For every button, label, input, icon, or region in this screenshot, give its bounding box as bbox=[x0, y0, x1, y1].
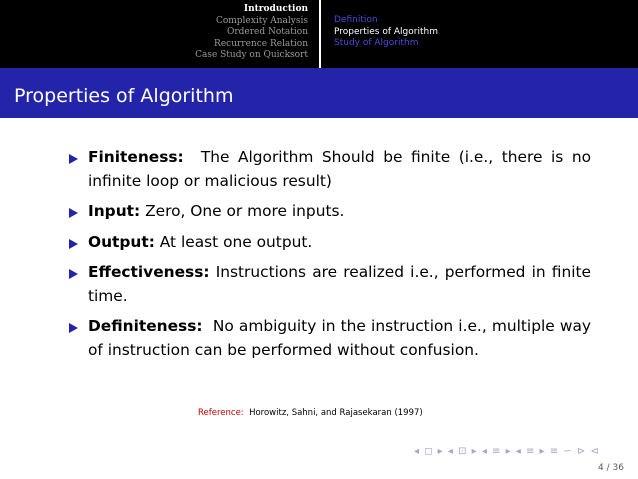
list-item bbox=[66, 200, 591, 224]
list-item bbox=[66, 146, 591, 193]
triangle-bullet-icon bbox=[69, 323, 78, 333]
reference-note bbox=[198, 408, 423, 418]
section-navigation bbox=[0, 4, 308, 62]
item-term: Input: bbox=[88, 202, 141, 220]
list-item bbox=[66, 261, 591, 308]
item-term: Effectiveness: bbox=[88, 263, 210, 281]
triangle-bullet-icon bbox=[69, 269, 78, 279]
item-term: Output: bbox=[88, 232, 155, 251]
list-item bbox=[66, 315, 591, 362]
beamer-navigation-symbols[interactable]: ◂ ◻ ▸ ◂ ⊡ ▸ ◂ ≡ ▸ ◂ ≡ ▸ ≡ ∽ ⊳ ⊲ bbox=[414, 446, 600, 457]
triangle-bullet-icon bbox=[69, 239, 78, 249]
triangle-bullet-icon bbox=[69, 208, 78, 218]
reference-text: Horowitz, Sahni, and Rajasekaran (1997) bbox=[249, 408, 423, 418]
triangle-bullet-icon bbox=[69, 154, 78, 164]
nav-section-ordered-notation[interactable]: Ordered Notation bbox=[226, 27, 308, 38]
nav-section-recurrence-relation[interactable]: Recurrence Relation bbox=[214, 38, 308, 49]
page-number: 4 / 36 bbox=[598, 463, 624, 473]
nav-section-complexity-analysis[interactable]: Complexity Analysis bbox=[215, 15, 308, 26]
item-term: Definiteness: bbox=[88, 317, 203, 335]
nav-subsection-properties[interactable]: Properties of Algorithm bbox=[334, 26, 438, 37]
header-divider bbox=[319, 0, 321, 68]
item-text: No ambiguity in the instruction i.e., multiple way of instruction can be performed without confusion. bbox=[88, 317, 591, 359]
nav-section-case-study-quicksort[interactable]: Case Study on Quicksort bbox=[195, 50, 308, 61]
subsection-navigation bbox=[334, 15, 438, 50]
property-list bbox=[66, 146, 591, 369]
item-term: Finiteness: bbox=[88, 148, 184, 166]
nav-subsection-study[interactable]: Study of Algorithm bbox=[334, 38, 419, 49]
list-item bbox=[66, 231, 591, 255]
frame-title: Properties of Algorithm bbox=[14, 85, 234, 107]
item-text: Instructions are realized i.e., performed in finite time. bbox=[88, 263, 591, 305]
reference-label: Reference: bbox=[198, 408, 244, 418]
nav-subsection-definition[interactable]: Definition bbox=[334, 15, 378, 25]
item-text: At least one output. bbox=[159, 232, 313, 251]
item-text: Zero, One or more inputs. bbox=[145, 202, 345, 220]
item-text: The Algorithm Should be finite (i.e., there is no infinite loop or malicious result) bbox=[88, 148, 592, 190]
nav-section-introduction[interactable]: Introduction bbox=[243, 4, 308, 14]
